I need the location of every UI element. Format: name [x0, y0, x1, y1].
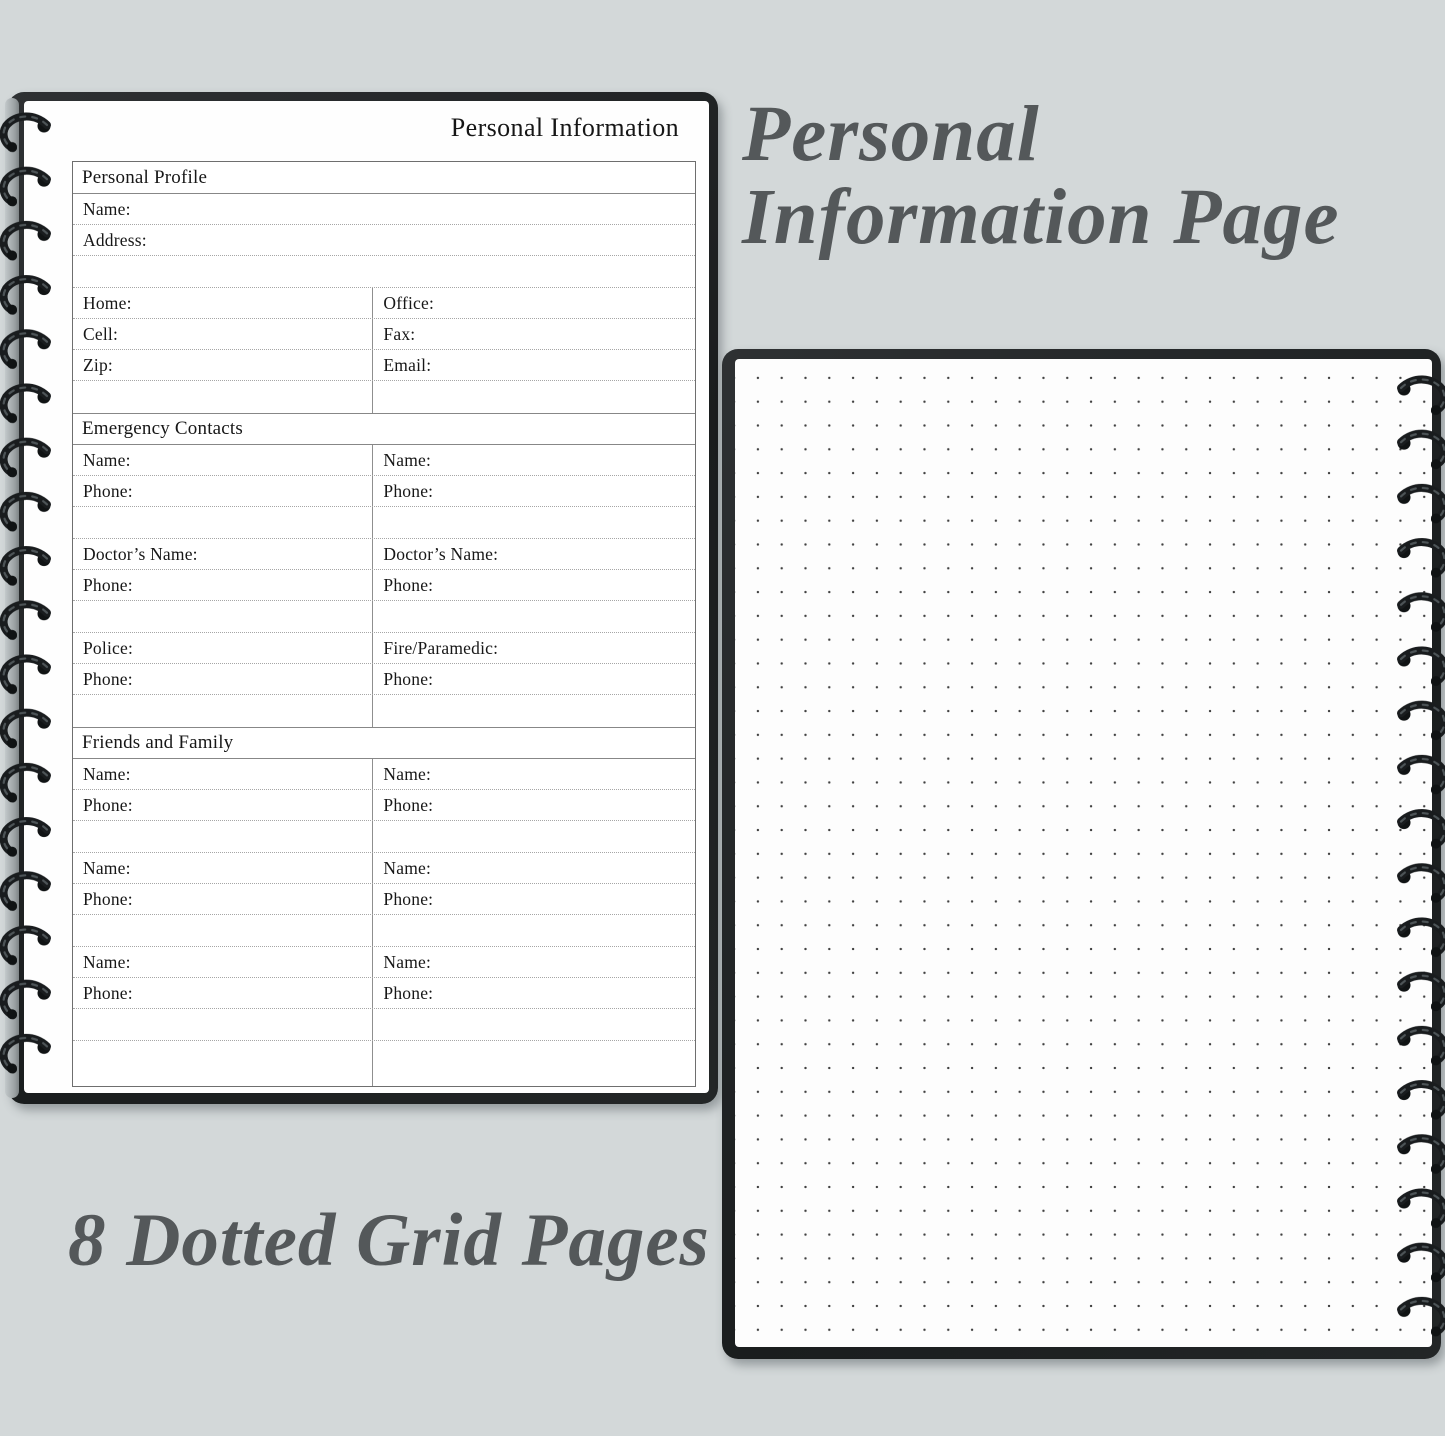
form-cell — [73, 539, 373, 569]
field-label: Address: — [83, 229, 147, 250]
form-cell — [373, 381, 695, 413]
field-label: Name: — [83, 763, 131, 784]
field-label: Name: — [383, 449, 432, 470]
field-label: Cell: — [83, 323, 119, 344]
field-label: Phone: — [83, 574, 133, 595]
form-cell — [73, 821, 373, 852]
form-cell — [73, 507, 373, 538]
form-cell — [73, 884, 373, 914]
form-cell — [73, 381, 373, 413]
field-label: Fire/Paramedic: — [383, 637, 499, 658]
form-cell — [73, 288, 373, 318]
form-cell — [373, 476, 695, 506]
form-cell — [73, 853, 373, 883]
form-cell — [373, 884, 695, 914]
form-row — [73, 350, 695, 381]
form-row — [73, 476, 695, 507]
spiral-binding-right-icon — [1393, 371, 1445, 1343]
form-row — [73, 947, 695, 978]
form-row — [73, 539, 695, 570]
form-row-blank — [73, 1009, 695, 1041]
section-header-label: Personal Profile — [82, 166, 208, 188]
section-header-emergency-contacts — [73, 413, 695, 445]
form-cell — [373, 978, 695, 1008]
section-header-label: Emergency Contacts — [82, 418, 244, 439]
form-cell — [73, 915, 373, 946]
form-row — [73, 445, 695, 476]
dotted-grid-page — [735, 359, 1432, 1347]
field-label: Phone: — [383, 668, 434, 689]
form-cell — [73, 695, 373, 727]
form-cell — [373, 633, 695, 663]
field-label: Name: — [383, 857, 432, 878]
form-cell — [73, 947, 373, 977]
form-row — [73, 194, 695, 225]
field-label: Name: — [383, 763, 432, 784]
field-label: Home: — [83, 292, 132, 313]
form-row — [73, 790, 695, 821]
form-cell — [373, 1041, 695, 1086]
spiral-binding-left-icon — [0, 108, 55, 1084]
form-cell — [373, 507, 695, 538]
form-cell — [73, 445, 373, 475]
field-label: Phone: — [83, 668, 133, 689]
form-cell — [73, 1041, 373, 1086]
form-cell — [373, 539, 695, 569]
form-cell — [373, 570, 695, 600]
field-label: Doctor’s Name: — [383, 543, 499, 564]
form-cell — [373, 445, 695, 475]
caption-dotted-grid-pages: 8 Dotted Grid Pages — [68, 1199, 710, 1282]
section-header-personal-profile — [73, 162, 695, 194]
field-label: Phone: — [383, 480, 434, 501]
form-row — [73, 853, 695, 884]
form-cell — [373, 947, 695, 977]
field-label: Phone: — [383, 574, 434, 595]
field-label: Phone: — [83, 480, 133, 501]
field-label: Phone: — [83, 982, 133, 1003]
form-row — [73, 225, 695, 256]
form-row — [73, 570, 695, 601]
form-row-blank — [73, 256, 695, 288]
form-row — [73, 319, 695, 350]
form-cell — [373, 319, 695, 349]
form-cell — [73, 350, 373, 380]
field-label: Phone: — [383, 794, 434, 815]
form-cell — [373, 1009, 695, 1040]
form-row — [73, 978, 695, 1009]
form-cell — [373, 695, 695, 727]
form-cell — [73, 319, 373, 349]
form-cell — [73, 601, 373, 632]
form-cell — [373, 790, 695, 820]
section-header-friends-family — [73, 727, 695, 759]
form-cell — [73, 664, 373, 694]
dotted-grid-notebook — [722, 349, 1441, 1359]
form-cell — [373, 915, 695, 946]
personal-info-form — [72, 161, 696, 1087]
section-header-label: Friends and Family — [82, 732, 234, 753]
form-row-blank — [73, 601, 695, 633]
form-row-blank — [73, 507, 695, 539]
form-cell — [373, 350, 695, 380]
field-label: Zip: — [83, 354, 113, 375]
field-label: Name: — [83, 449, 131, 470]
form-cell — [73, 978, 373, 1008]
form-row — [73, 759, 695, 790]
headline-personal-information-page: Personal Information Page — [742, 91, 1340, 261]
field-label: Police: — [83, 637, 134, 658]
field-label: Name: — [83, 951, 131, 972]
field-label: Phone: — [383, 888, 434, 909]
form-cell — [373, 601, 695, 632]
personal-info-notebook — [8, 92, 718, 1104]
field-label: Fax: — [383, 323, 416, 344]
form-row — [73, 633, 695, 664]
form-cell — [73, 570, 373, 600]
field-label: Name: — [383, 951, 432, 972]
form-cell — [373, 821, 695, 852]
personal-info-page — [24, 101, 709, 1093]
field-label: Name: — [83, 198, 131, 219]
form-cell — [73, 759, 373, 789]
form-cell — [73, 790, 373, 820]
form-cell — [73, 476, 373, 506]
form-cell — [373, 288, 695, 318]
field-label: Email: — [383, 354, 432, 375]
form-cell — [373, 664, 695, 694]
field-label: Doctor’s Name: — [83, 543, 198, 564]
field-label: Office: — [383, 292, 435, 313]
field-label: Phone: — [83, 888, 133, 909]
form-row — [73, 288, 695, 319]
form-cell — [73, 1009, 373, 1040]
field-label: Phone: — [83, 794, 133, 815]
form-row-blank — [73, 695, 695, 727]
form-cell — [373, 759, 695, 789]
form-cell — [373, 853, 695, 883]
field-label: Name: — [83, 857, 131, 878]
form-row-blank — [73, 821, 695, 853]
form-row — [73, 664, 695, 695]
form-row-blank — [73, 915, 695, 947]
form-row — [73, 884, 695, 915]
form-row-blank — [73, 381, 695, 413]
form-row-blank — [73, 1041, 695, 1086]
page-title: Personal Information — [450, 113, 679, 142]
form-cell — [73, 633, 373, 663]
field-label: Phone: — [383, 982, 434, 1003]
